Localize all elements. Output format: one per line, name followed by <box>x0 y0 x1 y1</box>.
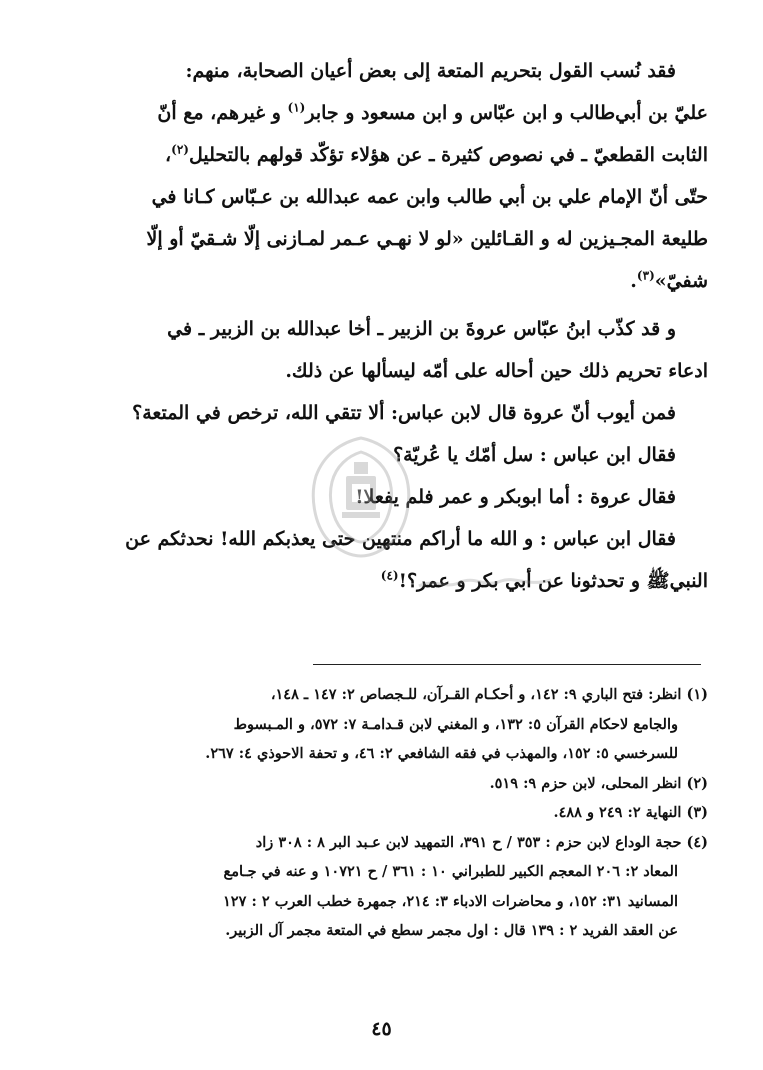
text-line: فقال ابن عباس : و الله ما أراكم منتهين حتى يعذبكم الله! نحدثكم عن <box>125 528 676 550</box>
footnote-ref-2[interactable]: (٢) <box>171 142 189 157</box>
footnote-line: المسانيد ٣١: ١٥٢، و محاضرات الادباء ٣: ٢١٤، جمهرة خطب العرب ٢ : ١٢٧ <box>223 892 678 910</box>
footnote-1 <box>58 680 708 769</box>
paragraph-1 <box>58 50 708 302</box>
text-segment: و غيرهم، مع أنّ <box>157 102 288 124</box>
text-line: فقال ابن عباس : سل أمّك يا عُريّة؟ <box>393 444 676 466</box>
text-line <box>58 134 708 176</box>
main-text <box>58 50 708 602</box>
text-segment: عليّ بن أبي‌طالب و ابن عبّاس و ابن مسعود و جابر <box>305 102 708 124</box>
text-segment: النبيﷺ و تحدثونا عن أبي بكر و عمر؟! <box>398 570 708 592</box>
text-line <box>58 92 708 134</box>
footnote-divider <box>313 664 701 665</box>
paragraph-3 <box>58 392 708 434</box>
footnote-3 <box>58 798 708 828</box>
text-line: فقال عروة : أما ابوبكر و عمر فلم يفعلا! <box>355 486 676 508</box>
text-line: فقد نُسب القول بتحريم المتعة إلى بعض أعيان الصحابة، منهم: <box>185 60 676 82</box>
footnote-ref-1[interactable]: (١) <box>287 100 306 115</box>
footnote-ref-4[interactable]: (٤) <box>380 568 399 583</box>
footnote-4 <box>58 828 708 946</box>
paragraph-2 <box>58 308 708 392</box>
text-line: و قد كذّب ابنُ عبّاس عروةَ بن الزبير ـ أخا عبدالله بن الزبير ـ في <box>167 318 676 340</box>
page-number: ٤٥ <box>371 1018 392 1040</box>
paragraph-4 <box>58 434 708 476</box>
text-segment: ، <box>165 144 172 166</box>
footnotes <box>58 680 708 946</box>
text-line: طليعة المجـيزين له و القـائلين «لو لا نهـي عـمر لمـازنى إلّا شـقيّ أو إلّا <box>146 228 708 250</box>
text-line <box>58 560 708 602</box>
paragraph-5 <box>58 476 708 518</box>
text-line: حتّى أنّ الإمام علي بن أبي طالب وابن عمه عبدالله بن عـبّاس كـانا في <box>151 186 708 208</box>
text-segment: شفيّ» <box>654 270 708 292</box>
footnote-line: (١) انظر: فتح الباري ٩: ١٤٢، و أحكـام القـرآن، للـجصاص ٢: ١٤٧ ـ ١٤٨، <box>270 686 708 703</box>
footnote-2 <box>58 769 708 799</box>
text-line: ادعاء تحريم ذلك حين أحاله على أمّه ليسألها عن ذلك. <box>285 360 708 382</box>
footnote-line: عن العقد الفريد ٢ : ١٣٩ قال : اول مجمر سطع في المتعة مجمر آل الزبير. <box>225 922 678 939</box>
footnote-line: (٢) انظر المحلى، لابن حزم ٩: ٥١٩. <box>489 774 708 792</box>
text-line <box>58 260 708 302</box>
text-line: فمن أيوب أنّ عروة قال لابن عباس: ألا تتقي الله، ترخص في المتعة؟ <box>132 402 676 424</box>
footnote-line: المعاد ٢: ٢٠٦ المعجم الكبير للطبراني ١٠ : ٣٦١ / ح ١٠٧٢١ و عنه في جـامع <box>223 863 678 880</box>
footnote-line: (٣) النهاية ٢: ٢٤٩ و ٤٨٨. <box>553 804 708 821</box>
footnote-line: والجامع لاحكام القرآن ٥: ١٣٢، و المغني لابن قـدامـة ٧: ٥٧٢، و المـبسوط <box>233 715 678 733</box>
text-segment: . <box>630 270 637 292</box>
footnote-line: (٤) حجة الوداع لابن حزم : ٣٥٣ / ح ٣٩١، التمهيد لابن عـبد البر ٨ : ٣٠٨ زاد <box>255 833 708 851</box>
paragraph-6 <box>58 518 708 602</box>
footnote-line: للسرخسي ٥: ١٥٢، والمهذب في فقه الشافعي ٢: ٤٦، و تحفة الاحوذي ٤: ٢٦٧. <box>205 745 678 762</box>
text-segment: الثابت القطعيّ ـ في نصوص كثيرة ـ عن هؤلاء تؤكّد قولهم بالتحليل <box>188 144 708 166</box>
footnote-ref-3[interactable]: (٣) <box>636 268 655 283</box>
